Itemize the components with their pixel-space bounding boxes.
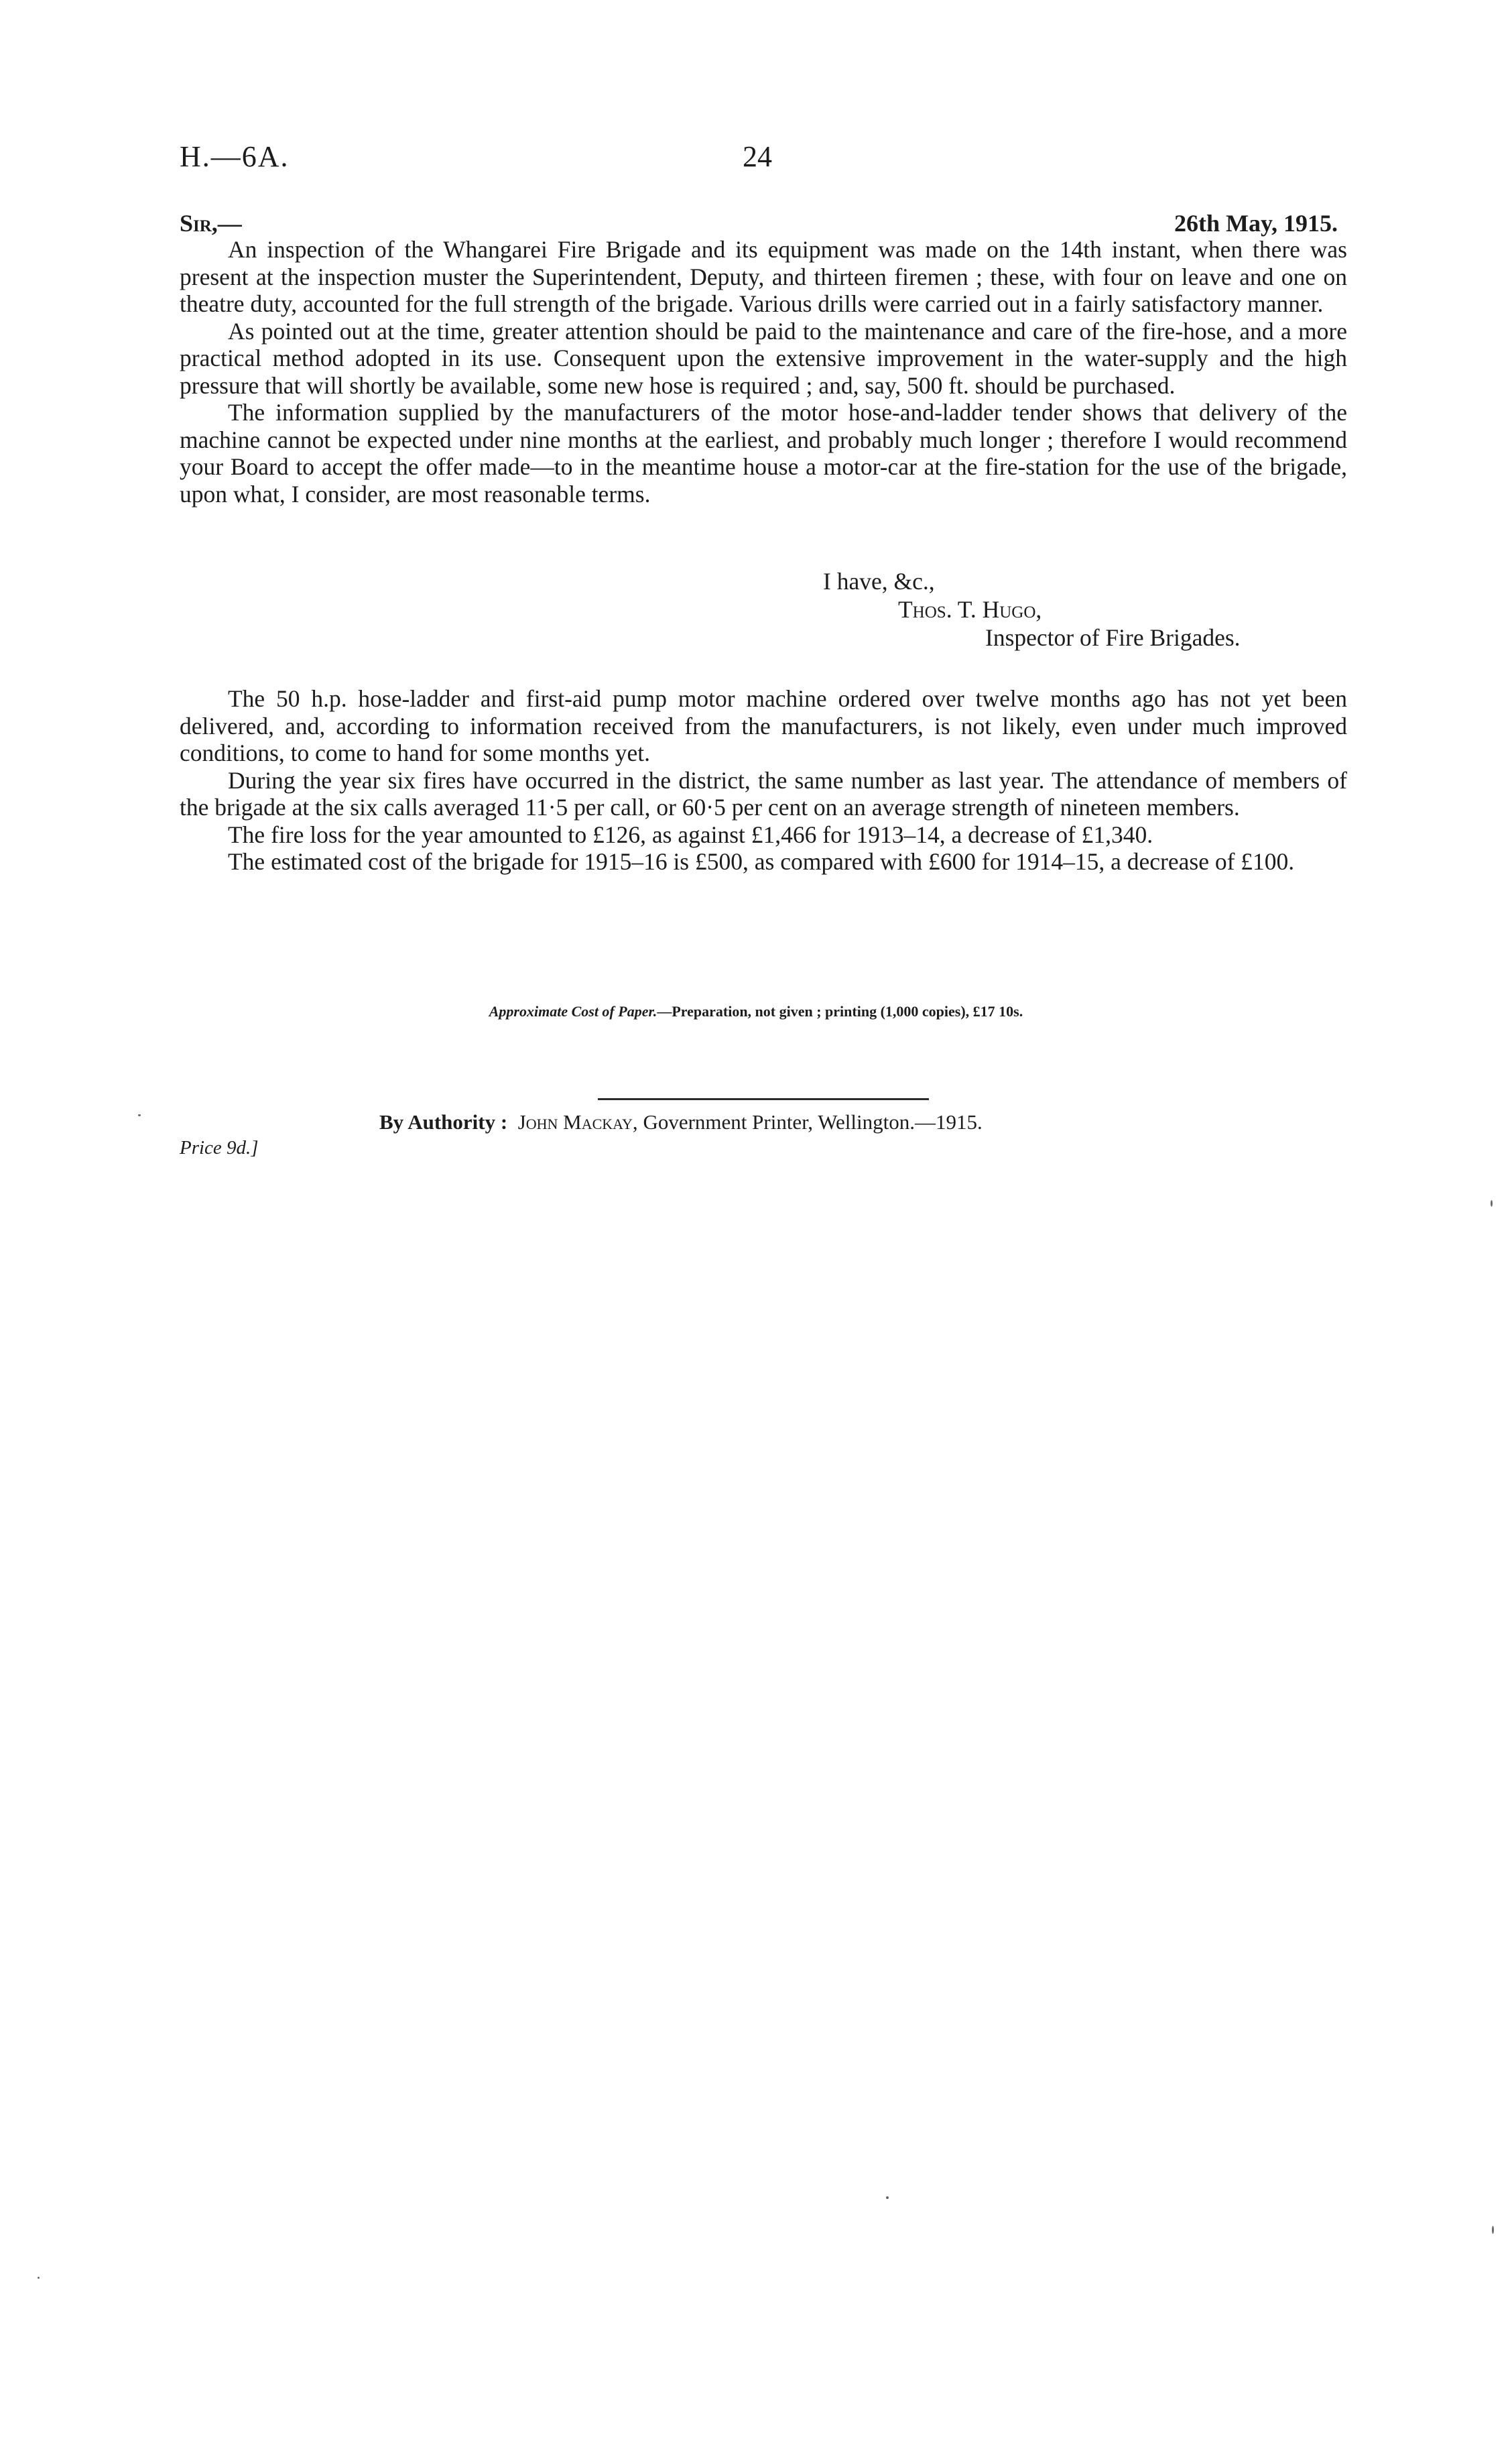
printer-details: Government Printer, Wellington.—1915. [643,1110,983,1134]
letter-closing: I have, &c., [823,568,935,595]
report-body [180,685,1347,876]
paper-cost-note [0,1003,1512,1020]
letter-paragraph: As pointed out at the time, greater attention should be paid to the maintenance and care of the fire-hose, and a more practical method adopted in its use. Consequent upon the extensive improvement in the water-supply and the high pressure that will shortly be available, some new hose is required ; and, say, 500 ft. should be purchased. [180,317,1347,399]
price-label: Price 9d.] [180,1137,259,1158]
authority-label: By Authority : [379,1110,508,1134]
paper-cost-text: —Preparation, not given ; printing (1,000 copies), £17 10s. [657,1003,1023,1020]
report-paragraph: The estimated cost of the brigade for 1915–16 is £500, as compared with £600 for 1914–15, a decrease of £100. [228,848,1295,875]
report-paragraph: The 50 h.p. hose-ladder and first-aid pump motor machine ordered over twelve months ago has not yet been delivered, and, according to information received from the manufacturers, is not likely, even under much improved conditions, to come to hand for some months yet. [180,685,1347,766]
scan-speck [1492,2226,1494,2234]
scan-speck [138,1114,141,1116]
report-paragraph: During the year six fires have occurred in the district, the same number as last year. The attendance of members of the brigade at the six calls averaged 11·5 per call, or 60·5 per cent on an average strength of nineteen members. [180,766,1347,821]
report-paragraph: The fire loss for the year amounted to £126, as against £1,466 for 1913–14, a decrease of £1,340. [228,821,1153,848]
signatory-name: Thos. T. Hugo, [898,596,1042,623]
paper-cost-label: Approximate Cost of Paper. [489,1003,657,1020]
signatory-title: Inspector of Fire Brigades. [985,624,1241,651]
scan-speck [886,2196,889,2199]
letter-paragraph: An inspection of the Whangarei Fire Brigade and its equipment was made on the 14th instant, when there was present at the inspection muster the Superintendent, Deputy, and thirteen firemen ; these, with four on leave and one on theatre duty, accounted for the full strength of the brigade. Various drills were carried out in a fairly satisfactory manner. [180,236,1347,317]
letter-paragraph: The information supplied by the manufacturers of the motor hose-and-ladder tender shows that delivery of the machine cannot be expected under nine months at the earliest, and probably much longer ; therefore I would recommend your Board to accept the offer made—to in the meantime house a motor-car at the fire-station for the use of the brigade, upon what, I consider, are most reasonable terms. [180,399,1347,508]
page-number: 24 [743,140,772,173]
printer-name: John Mackay, [517,1110,638,1134]
letter-salutation: Sir,— [180,210,242,237]
letter-body [180,236,1347,508]
printer-imprint [379,1110,983,1134]
letter-date: 26th May, 1915. [1174,210,1338,237]
document-code: H.—6A. [180,140,290,173]
footer-divider [598,1098,929,1100]
scan-speck [38,2277,40,2279]
scan-speck [1491,1200,1493,1207]
